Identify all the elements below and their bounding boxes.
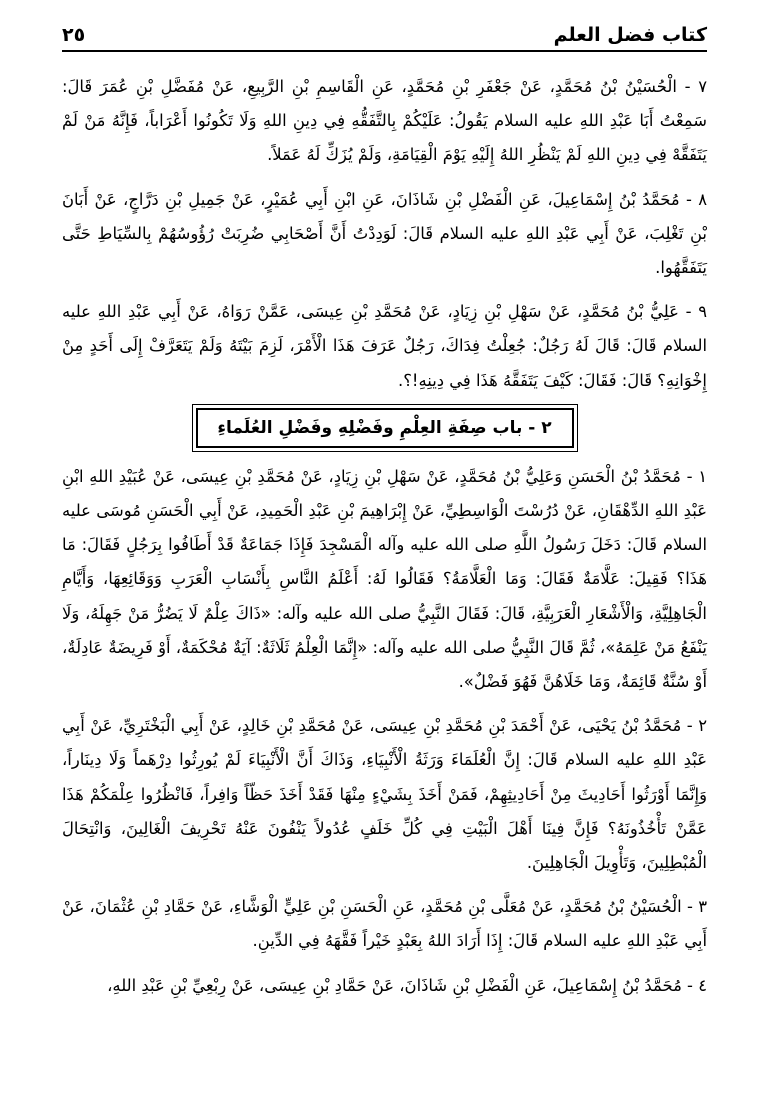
page-number: ٢٥ [62, 24, 86, 46]
book-title: كتاب فضل العلم [553, 24, 707, 46]
hadith-paragraph-1: ١ - مُحَمَّدُ بْنُ الْحَسَنِ وَعَلِيُّ بْنُ مُحَمَّدٍ، عَنْ سَهْلِ بْنِ زِيَادٍ، عَنْ مُحَمَّدِ بْنِ عِيسَى، عَنْ عُبَيْدِ اللهِ ابْنِ عَبْدِ اللهِ الدِّهْقَانِ، عَنْ دُرُسْتَ الْوَاسِطِيِّ، عَنْ إِبْرَاهِيمَ بْنِ عَبْدِ الْحَمِيدِ، عَنْ أَبِي الْحَسَنِ مُوسَى عليه السلام قَالَ: دَخَلَ رَسُولُ اللَّهِ صلى الله عليه وآله الْمَسْجِدَ فَإِذَا جَمَاعَةٌ قَدْ أَطَافُوا بِرَجُلٍ فَقَالَ: مَا هَذَا؟ فَقِيلَ: عَلَّامَةٌ فَقَالَ: وَمَا الْعَلَّامَةُ؟ فَقَالُوا لَهُ: أَعْلَمُ النَّاسِ بِأَنْسَابِ الْعَرَبِ وَوَقَائِعِهَا، وَأَيَّامِ الْجَاهِلِيَّةِ، وَالْأَشْعَارِ الْعَرَبِيَّةِ، قَالَ: فَقَالَ النَّبِيُّ صلى الله عليه وآله: «ذَاكَ عِلْمٌ لَا يَضُرُّ مَنْ جَهِلَهُ، وَلَا يَنْفَعُ مَنْ عَلِمَهُ»، ثُمَّ قَالَ النَّبِيُّ صلى الله عليه وآله: «إِنَّمَا الْعِلْمُ ثَلَاثَةٌ: آيَةٌ مُحْكَمَةٌ، أَوْ فَرِيضَةٌ عَادِلَةٌ، أَوْ سُنَّةٌ قَائِمَةٌ، وَمَا خَلَاهُنَّ فَهُوَ فَضْلٌ». [62, 466, 707, 692]
page-header [62, 14, 707, 52]
chapter-heading: ٢ - باب صِفَةِ العِلْمِ وفَضْلِهِ وفَضْلِ العُلَماءِ [196, 408, 574, 448]
hadith-paragraph-2: ٢ - مُحَمَّدُ بْنُ يَحْيَى، عَنْ أَحْمَدَ بْنِ مُحَمَّدِ بْنِ عِيسَى، عَنْ مُحَمَّدِ بْنِ خَالِدٍ، عَنْ أَبِي الْبَخْتَرِيِّ، عَنْ أَبِي عَبْدِ اللهِ عليه السلام قَالَ: إِنَّ الْعُلَمَاءَ وَرَثَةُ الْأَنْبِيَاءِ، وَذَاكَ أَنَّ الْأَنْبِيَاءَ لَمْ يُورِثُوا دِرْهَماً وَلَا دِينَاراً، وَإِنَّمَا أَوْرَثُوا أَحَادِيثَ مِنْ أَحَادِيثِهِمْ، فَمَنْ أَخَذَ بِشَيْءٍ مِنْهَا فَقَدْ أَخَذَ حَظّاً وَافِراً، فَانْظُرُوا عِلْمَكُمْ هَذَا عَمَّنْ تَأْخُذُونَهُ؟ فَإِنَّ فِينَا أَهْلَ الْبَيْتِ فِي كُلِّ خَلَفٍ عُدُولاً يَنْفُونَ عَنْهُ تَحْرِيفَ الْغَالِينَ، وَانْتِحَالَ الْمُبْطِلِينَ، وَتَأْوِيلَ الْجَاهِلِينَ. [62, 716, 707, 873]
hadith-paragraph-9: ٩ - عَلِيُّ بْنُ مُحَمَّدٍ، عَنْ سَهْلِ بْنِ زِيَادٍ، عَنْ مُحَمَّدِ بْنِ عِيسَى، عَمَّنْ رَوَاهُ، عَنْ أَبِي عَبْدِ اللهِ عليه السلام قَالَ: قَالَ لَهُ رَجُلٌ: جُعِلْتُ فِدَاكَ، رَجُلٌ عَرَفَ هَذَا الْأَمْرَ، لَزِمَ بَيْتَهُ وَلَمْ يَتَعَرَّفْ إِلَى أَحَدٍ مِنْ إِخْوَانِهِ؟ قَالَ: فَقَالَ: كَيْفَ يَتَفَقَّهُ هَذَا فِي دِينِهِ!؟. [62, 302, 707, 390]
hadith-paragraph-3: ٣ - الْحُسَيْنُ بْنُ مُحَمَّدٍ، عَنْ مُعَلَّى بْنِ مُحَمَّدٍ، عَنِ الْحَسَنِ بْنِ عَلِيٍّ الْوَشَّاءِ، عَنْ حَمَّادِ بْنِ عُثْمَانَ، عَنْ أَبِي عَبْدِ اللهِ عليه السلام قَالَ: إِذَا أَرَادَ اللهُ بِعَبْدٍ خَيْراً فَقَّهَهُ فِي الدِّينِ. [62, 897, 707, 951]
hadith-paragraph-8: ٨ - مُحَمَّدُ بْنُ إِسْمَاعِيلَ، عَنِ الْفَضْلِ بْنِ شَاذَانَ، عَنِ ابْنِ أَبِي عُمَيْرٍ، عَنْ جَمِيلِ بْنِ دَرَّاجٍ، عَنْ أَبَانَ بْنِ تَغْلِبَ، عَنْ أَبِي عَبْدِ اللهِ عليه السلام قَالَ: لَوَدِدْتُ أَنَّ أَصْحَابِي ضُرِبَتْ رُؤُوسُهُمْ بِالسِّيَاطِ حَتَّى يَتَفَقَّهُوا. [62, 189, 707, 278]
hadith-paragraph-7: ٧ - الْحُسَيْنُ بْنُ مُحَمَّدٍ، عَنْ جَعْفَرِ بْنِ مُحَمَّدٍ، عَنِ الْقَاسِمِ بْنِ الرَّبِيعِ، عَنْ مُفَضَّلِ بْنِ عُمَرَ قَالَ: سَمِعْتُ أَبَا عَبْدِ اللهِ عليه السلام يَقُولُ: عَلَيْكُمْ بِالتَّفَقُّهِ فِي دِينِ اللهِ وَلَا تَكُونُوا أَعْرَاباً، فَإِنَّهُ مَنْ لَمْ يَتَفَقَّهْ فِي دِينِ اللهِ لَمْ يَنْظُرِ اللهُ إِلَيْهِ يَوْمَ الْقِيَامَةِ، وَلَمْ يُزَكِّ لَهُ عَمَلاً. [62, 77, 707, 165]
hadith-paragraph-4: ٤ - مُحَمَّدُ بْنُ إِسْمَاعِيلَ، عَنِ الْفَضْلِ بْنِ شَاذَانَ، عَنْ حَمَّادِ بْنِ عِيسَى، عَنْ رِبْعِيِّ بْنِ عَبْدِ اللهِ، [107, 975, 707, 995]
page-content [62, 70, 707, 1003]
